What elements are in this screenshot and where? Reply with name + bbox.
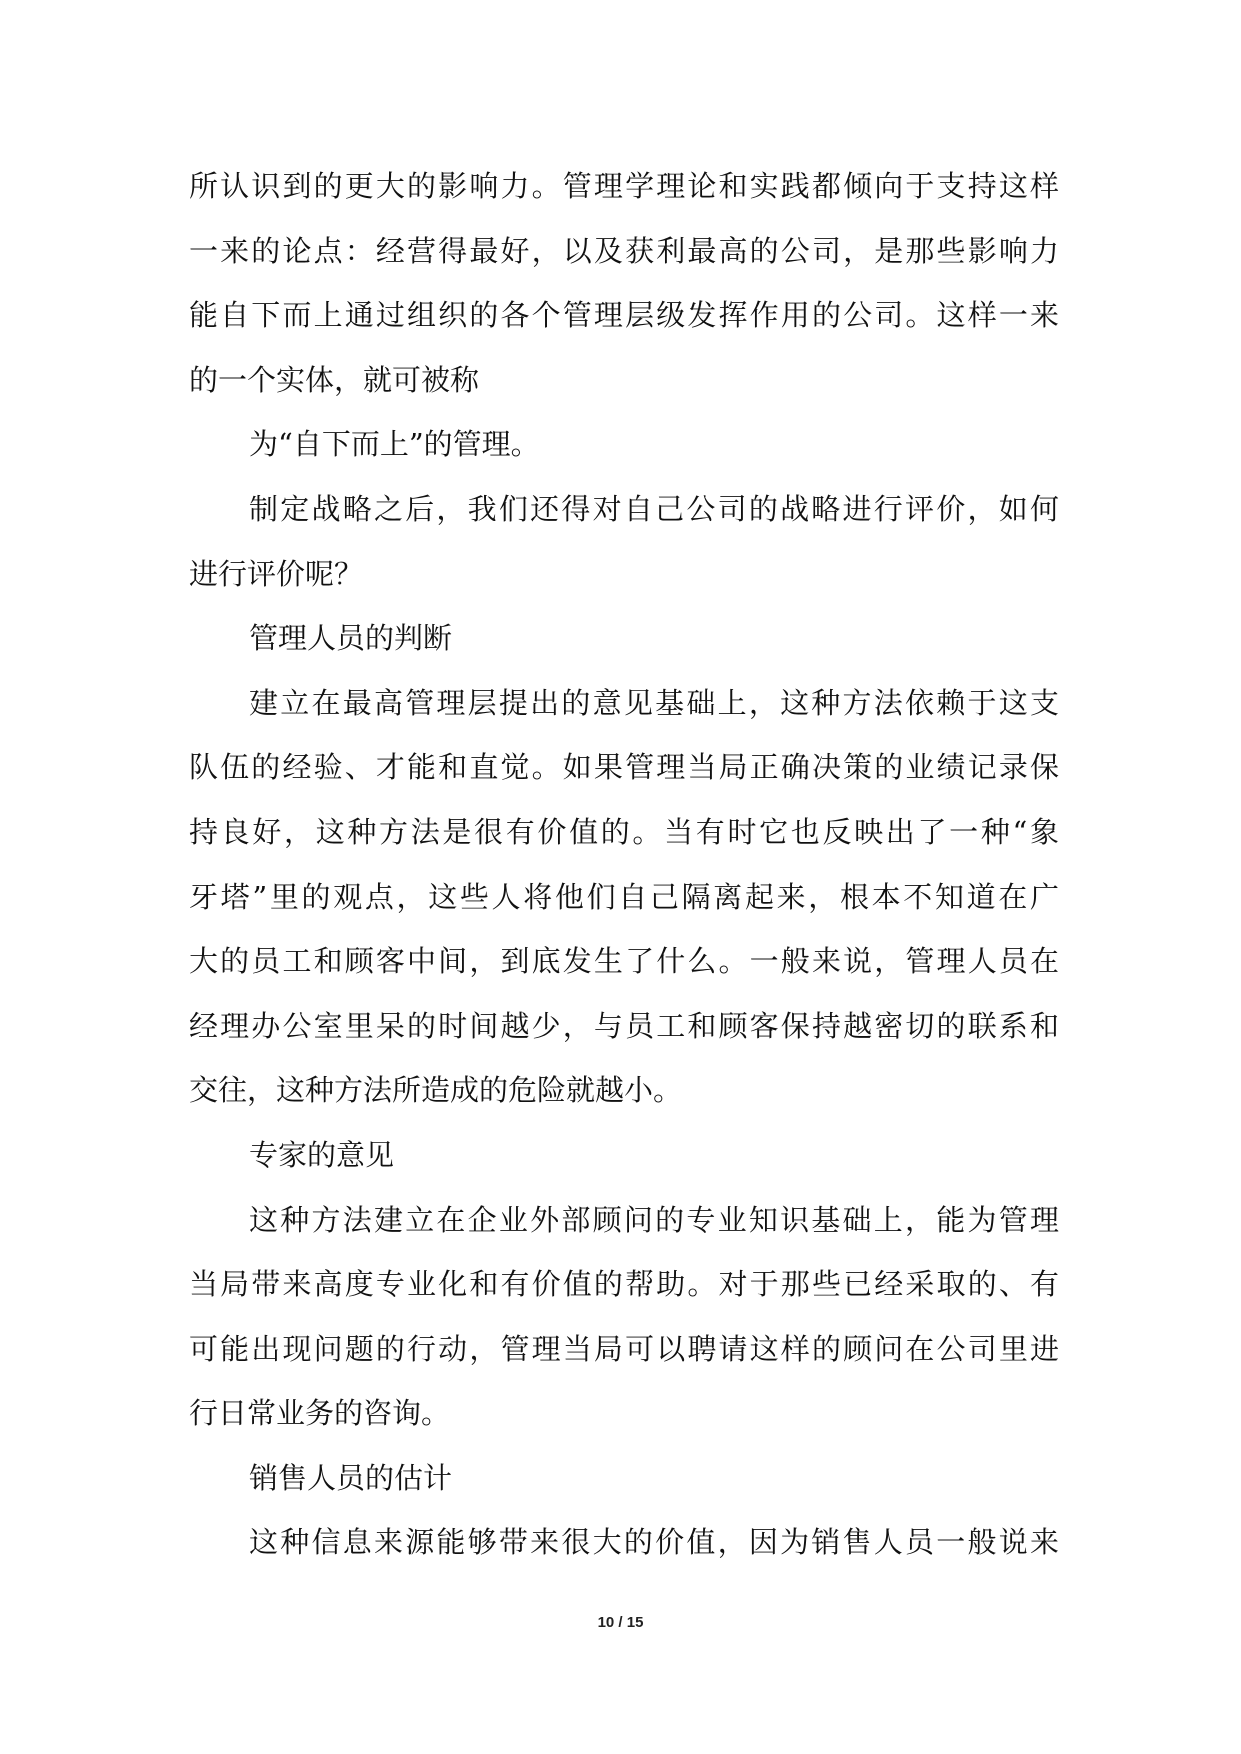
text-line: 大的员工和顾客中间，到底发生了什么。一般来说，管理人员在 bbox=[189, 944, 1059, 979]
text-line: 交往，这种方法所造成的危险就越小。 bbox=[189, 1073, 683, 1108]
text-line: 为“自下而上”的管理。 bbox=[249, 427, 540, 462]
text-line: 当局带来高度专业化和有价值的帮助。对于那些已经采取的、有 bbox=[189, 1267, 1059, 1302]
body-text bbox=[189, 154, 1059, 1575]
text-line: 可能出现问题的行动，管理当局可以聘请这样的顾问在公司里进 bbox=[189, 1331, 1059, 1366]
text-line: 牙塔”里的观点，这些人将他们自己隔离起来，根本不知道在广 bbox=[189, 879, 1059, 914]
text-line: 的一个实体，就可被称 bbox=[189, 362, 480, 397]
text-line: 建立在最高管理层提出的意见基础上，这种方法依赖于这支 bbox=[249, 685, 1059, 720]
text-line: 销售人员的估计 bbox=[249, 1460, 453, 1495]
text-line: 这种信息来源能够带来很大的价值，因为销售人员一般说来 bbox=[249, 1525, 1059, 1560]
text-line: 队伍的经验、才能和直觉。如果管理当局正确决策的业绩记录保 bbox=[189, 750, 1059, 785]
text-line: 经理办公室里呆的时间越少，与员工和顾客保持越密切的联系和 bbox=[189, 1008, 1059, 1043]
text-line: 这种方法建立在企业外部顾问的专业知识基础上，能为管理 bbox=[249, 1202, 1059, 1237]
text-line: 能自下而上通过组织的各个管理层级发挥作用的公司。这样一来 bbox=[189, 298, 1059, 333]
text-line: 进行评价呢？ bbox=[189, 556, 364, 591]
page-number: 10 / 15 bbox=[597, 1614, 644, 1631]
text-line: 管理人员的判断 bbox=[249, 621, 453, 656]
text-line: 专家的意见 bbox=[249, 1137, 395, 1172]
text-line: 一来的论点：经营得最好，以及获利最高的公司，是那些影响力 bbox=[189, 233, 1059, 268]
text-line: 行日常业务的咨询。 bbox=[189, 1396, 451, 1431]
text-line: 持良好，这种方法是很有价值的。当有时它也反映出了一种“象 bbox=[189, 814, 1059, 849]
text-line: 所认识到的更大的影响力。管理学理论和实践都倾向于支持这样 bbox=[189, 169, 1059, 203]
text-line: 制定战略之后，我们还得对自己公司的战略进行评价，如何 bbox=[249, 491, 1059, 526]
